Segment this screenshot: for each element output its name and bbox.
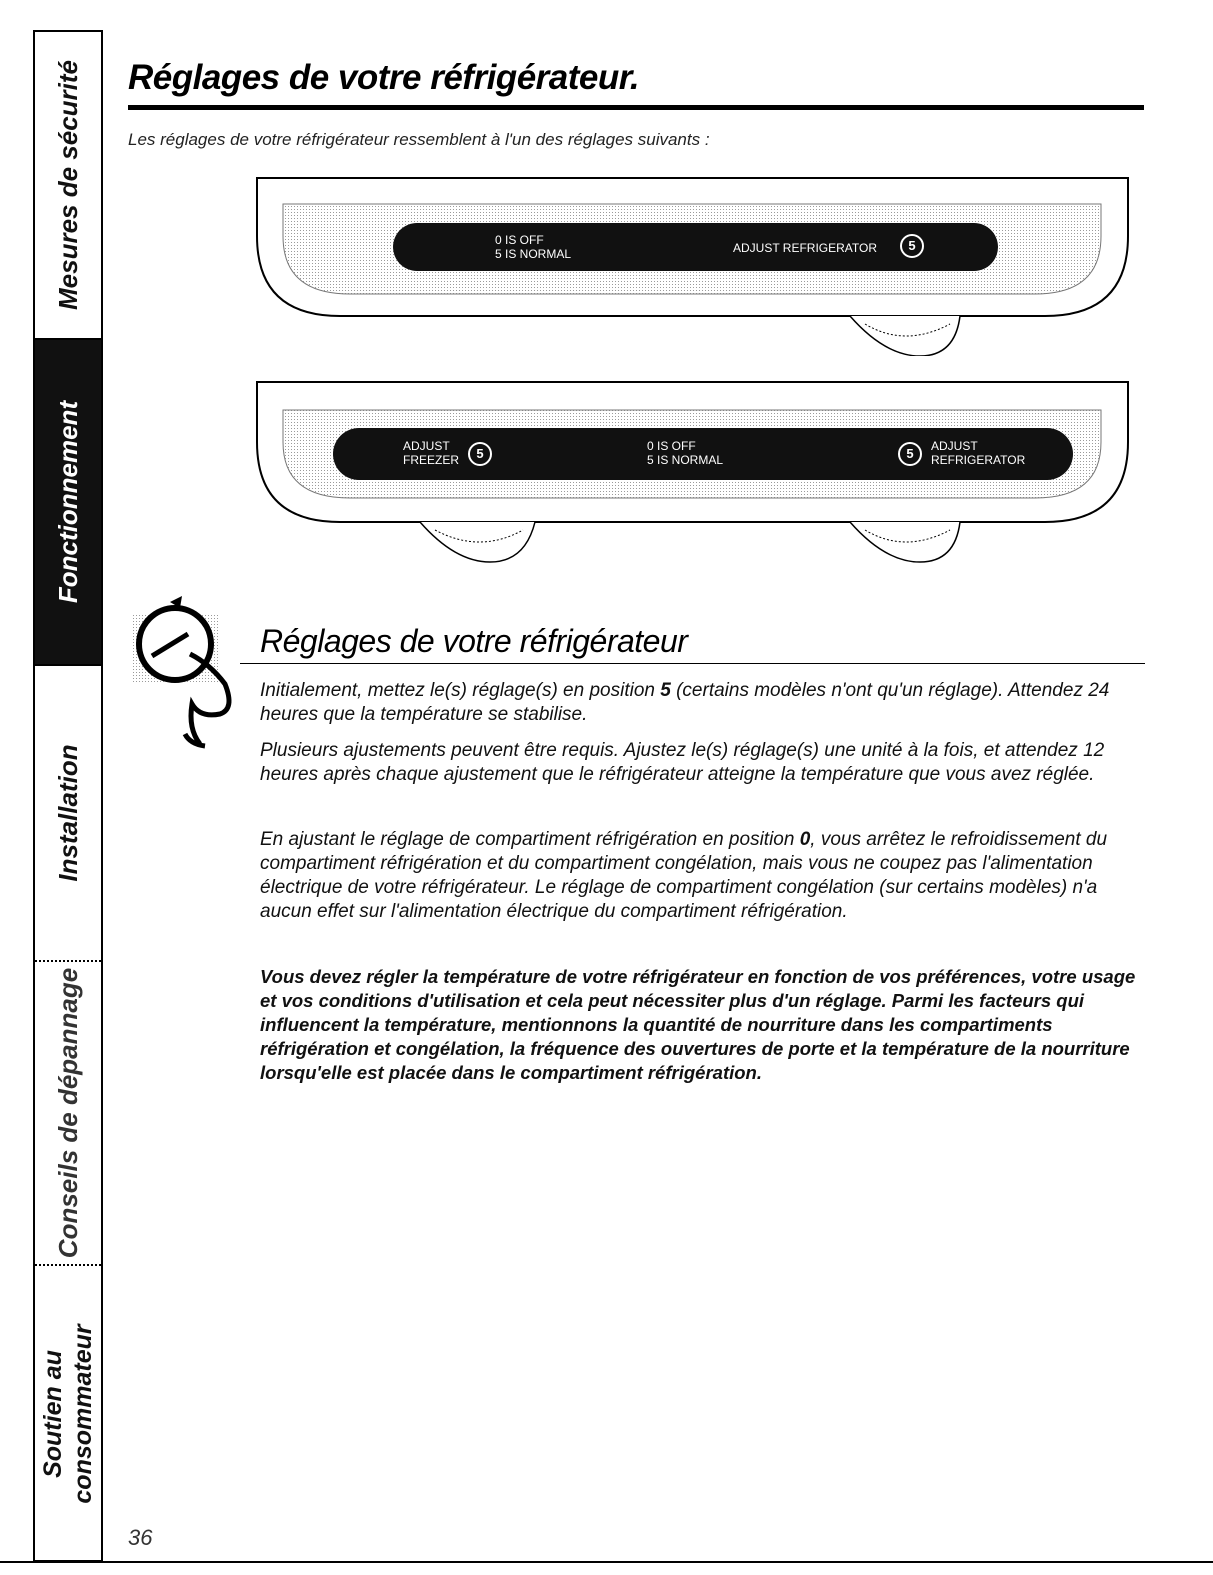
tab-mesures-de-securite[interactable]: [35, 32, 101, 340]
bottom-rule: [0, 1561, 1213, 1563]
adjust-freezer-line-2: FREEZER: [403, 453, 460, 467]
tab-label: [38, 1324, 98, 1503]
intro-text: Les réglages de votre réfrigérateur ressemblent à l'un des réglages suivants :: [128, 130, 710, 149]
paragraph-initial-setting: [260, 679, 1145, 727]
page-title: Réglages de votre réfrigérateur.: [128, 58, 640, 97]
adjust-refrigerator-line-1: ADJUST: [931, 439, 978, 453]
tab-fonctionnement[interactable]: [35, 340, 101, 666]
control-panel-single: [255, 176, 1130, 356]
tab-label-line-2: consommateur: [69, 1324, 97, 1504]
title-rule: [128, 105, 1144, 110]
status-line-off: 0 IS OFF: [647, 439, 696, 453]
refrigerator-knob-indicator[interactable]: 5: [900, 234, 924, 258]
adjust-refrigerator-line-2: REFRIGERATOR: [931, 453, 1026, 467]
p1-text-b: (certains modèles n'ont qu'un réglage). Attendez 24 heures que la température se stabilise.: [260, 680, 1110, 725]
tab-installation[interactable]: [35, 666, 101, 962]
freezer-knob-indicator[interactable]: 5: [468, 442, 492, 466]
tab-label: Fonctionnement: [53, 400, 83, 604]
hand-turning-dial-icon: [130, 594, 240, 754]
status-line-normal: 5 IS NORMAL: [495, 247, 572, 261]
section-rule: [240, 663, 1145, 664]
adjust-refrigerator-label: ADJUST REFRIGERATOR: [733, 241, 878, 255]
status-text: [495, 233, 571, 261]
control-panel-dual: [255, 380, 1130, 570]
p3-text-a: En ajustant le réglage de compartiment réfrigération en position: [260, 829, 800, 850]
paragraph-preferences-note: Vous devez régler la température de votre réfrigérateur en fonction de vos préférences, votre usage et vos conditions d'utilisation et cela peut nécessiter plus d'un réglage. Parmi les facteurs qui influencent la température, mentionnons la quantité de nourriture dans les compartiments réfrigération et congélation, la fréquence des ouvertures de porte et la température de la nourriture lorsqu'elle est placée dans le compartiment réfrigération.: [260, 966, 1136, 1083]
status-text: [647, 439, 723, 467]
section-title: Réglages de votre réfrigérateur: [260, 623, 688, 659]
tab-label: Mesures de sécurité: [53, 59, 83, 311]
section-tab-bar: [33, 30, 103, 1562]
p3-text-b: , vous arrêtez le refroidissement du compartiment réfrigération et du compartiment congélation, mais vous ne coupez pas l'alimentation électrique de votre réfrigérateur. Le réglage de compartiment congélation (sur certains modèles) n'a aucun effet sur l'alimentation électrique du compartiment réfrigération.: [260, 829, 1108, 922]
refrigerator-knob-indicator[interactable]: 5: [898, 442, 922, 466]
adjust-freezer-label: [403, 439, 459, 467]
tab-label: Installation: [53, 744, 83, 882]
status-line-off: 0 IS OFF: [495, 233, 544, 247]
adjust-refrigerator-label: [931, 439, 1025, 467]
tab-label: Conseils de dépannage: [53, 967, 83, 1259]
status-line-normal: 5 IS NORMAL: [647, 453, 724, 467]
page-number: 36: [128, 1525, 153, 1550]
p3-position-number: 0: [799, 829, 811, 850]
tab-label-line-1: Soutien au: [39, 1350, 67, 1478]
control-panel-illustration: [255, 380, 1130, 570]
paragraph-position-zero: [260, 828, 1145, 924]
control-panel-illustration: [255, 176, 1130, 356]
tab-soutien-au-consommateur[interactable]: [35, 1266, 101, 1562]
adjust-freezer-line-1: ADJUST: [403, 439, 450, 453]
p1-position-number: 5: [660, 680, 671, 701]
p1-text-a: Initialement, mettez le(s) réglage(s) en position: [260, 680, 661, 701]
tab-conseils-de-depannage[interactable]: [35, 962, 101, 1266]
paragraph-adjustments: Plusieurs ajustements peuvent être requis. Ajustez le(s) réglage(s) une unité à la fois, et attendez 12 heures après chaque ajustement que le réfrigérateur atteigne la température que vous avez réglée.: [260, 740, 1105, 785]
